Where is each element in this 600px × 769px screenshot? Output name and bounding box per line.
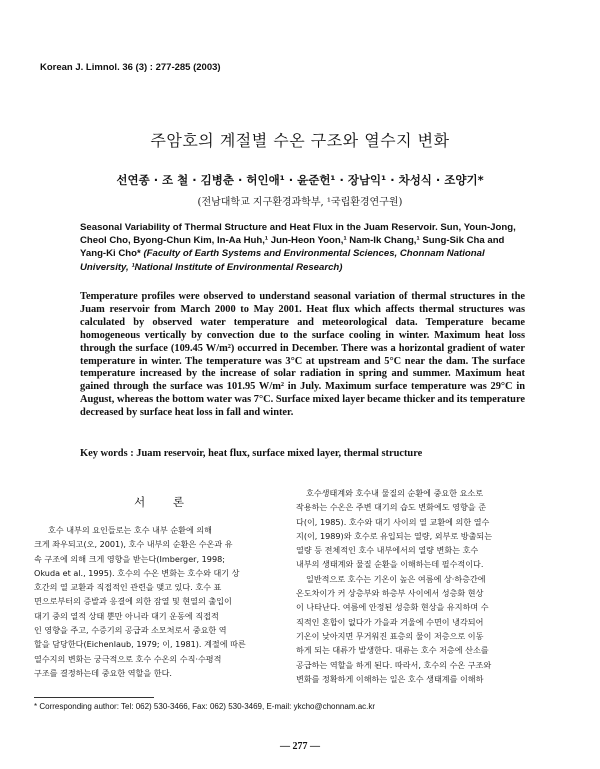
right-column-text: [296, 486, 558, 686]
left-line: 구조를 결정하는데 중요한 역할을 한다.: [34, 667, 172, 678]
right-line: 내부의 생태계와 물질 순환을 이해하는데 필수적이다.: [296, 559, 484, 570]
english-affiliation: (Faculty of Earth Systems and Environmental Sciences, Chonnam National University, ¹National Institute of Environmental Research): [80, 248, 485, 273]
left-line: 크게 좌우되고(오, 2001), 호수 내부의 순환은 수온과 유: [34, 539, 233, 550]
footnote-divider: [34, 697, 154, 698]
right-line: 지(이, 1989)와 호수로 유입되는 열량, 외부로 방출되는: [296, 530, 493, 541]
right-line: 열량 등 전체적인 호수 내부에서의 열량 변화는 호수: [296, 545, 479, 556]
right-line: 이 나타난다. 여름에 안정된 성층화 현상을 유지하며 수: [296, 602, 489, 613]
right-line: 기온이 낮아지면 무거워진 표층의 물이 저층으로 이동: [296, 630, 484, 641]
left-line: 속 구조에 의해 크게 영향을 받는다(Imberger, 1998;: [34, 553, 225, 564]
left-line: 열수지의 변화는 궁극적으로 호수 수온의 수직·수평적: [34, 653, 222, 664]
right-line: 작용하는 수온은 주변 대기의 습도 변화에도 영향을 준: [296, 502, 487, 513]
left-line: Okuda et al., 1995). 호수의 수온 변화는 호수와 대기 상: [34, 567, 240, 578]
right-line: 하게 되는 대류가 발생한다. 대류는 호수 저층에 산소를: [296, 645, 489, 656]
english-title-authors: Seasonal Variability of Thermal Structure and Heat Flux in the Juam Reservoir. Sun, Youn-Jong, Cheol Cho, Byong-Chun Kim, In-Aa Huh,¹ Jun-Heon Yoon,¹ Nam-Ik Chang,¹ Sung-Sik Cha and Yang-Ki Cho*: [80, 222, 516, 260]
left-line: 대기 중의 열적 상태 뿐만 아니라 대기 운동에 직접적: [34, 610, 219, 621]
left-line: 면으로부터의 증발과 응결에 의한 잠열 및 현열의 출입이: [34, 596, 232, 607]
english-title-block: [80, 221, 525, 274]
corresponding-author-footnote: * Corresponding author: Tel: 062) 530-3466, Fax: 062) 530-3469, E-mail: ykcho@chonnam.ac.kr: [34, 702, 376, 711]
affiliation: (전남대학교 지구환경과학부, ¹국립환경연구원): [197, 197, 403, 208]
abstract: Temperature profiles were observed to understand seasonal variation of thermal structures in the Juam reservoir from March 2000 to May 2001. Heat flux which affects thermal structures was calculated by observed water temperature and meteorological data. Temperature became homogeneous vertically by convection due to the surface cooling in winter. Maximum heat loss through the surface (109.45 W/m²) occurred in December. There was a horizontal gradient of water temperature in winter. The temperature was 3°C at upstream and 5°C near the dam. The surface temperature increased by the increase of solar radiation in spring and summer. Maximum heat gained through the surface was 101.95 W/m² in July. Maximum surface temperature was 29°C in August, whereas the bottom water was 7°C. Surface mixed layer became thicker and its temperature decreased by surface heat loss in fall and winter.: [80, 291, 525, 419]
left-column-text: [34, 523, 290, 680]
right-line: 직적인 혼합이 없다가 가을과 겨울에 수면이 냉각되어: [296, 616, 484, 627]
left-line: 할을 담당한다(Eichenlaub, 1979; 이, 1981). 계절에 따른: [34, 639, 246, 650]
left-line: 호간의 열 교환과 직접적인 관련을 맺고 있다. 호수 표: [34, 582, 222, 593]
paper-title: 주암호의 계절별 수온 구조와 열수지 변화: [150, 131, 450, 150]
right-line: 변화를 정확하게 이해하는 일은 호수 생태계를 이해하: [296, 673, 484, 684]
right-line: 다(이, 1985). 호수와 대기 사이의 열 교환에 의한 열수: [296, 516, 490, 527]
right-line: 온도차이가 커 상층부와 하층부 사이에서 성층화 현상: [296, 588, 484, 599]
left-line: 호수 내부의 요인들로는 호수 내부 순환에 의해: [48, 525, 212, 535]
keywords: Key words : Juam reservoir, heat flux, surface mixed layer, thermal structure: [80, 448, 423, 459]
right-line: 일반적으로 호수는 기온이 높은 여름에 상·하층간에: [306, 573, 486, 584]
right-line: 공급하는 역할을 하게 된다. 따라서, 호수의 수온 구조와: [296, 659, 492, 670]
author-list: 선연종 · 조 철 · 김병춘 · 허인애¹ · 윤준헌¹ · 장남익¹ · 차성식 · 조양기*: [116, 173, 484, 187]
section-heading-introduction: 서 론: [134, 495, 196, 509]
right-line: 호수생태계와 호수내 물질의 순환에 중요한 요소로: [306, 488, 484, 498]
left-line: 인 영향을 주고, 수증기의 공급과 소모처로서 중요한 역: [34, 625, 227, 636]
page-number: — 277 —: [280, 741, 320, 752]
journal-reference: Korean J. Limnol. 36 (3) : 277-285 (2003): [40, 62, 221, 73]
